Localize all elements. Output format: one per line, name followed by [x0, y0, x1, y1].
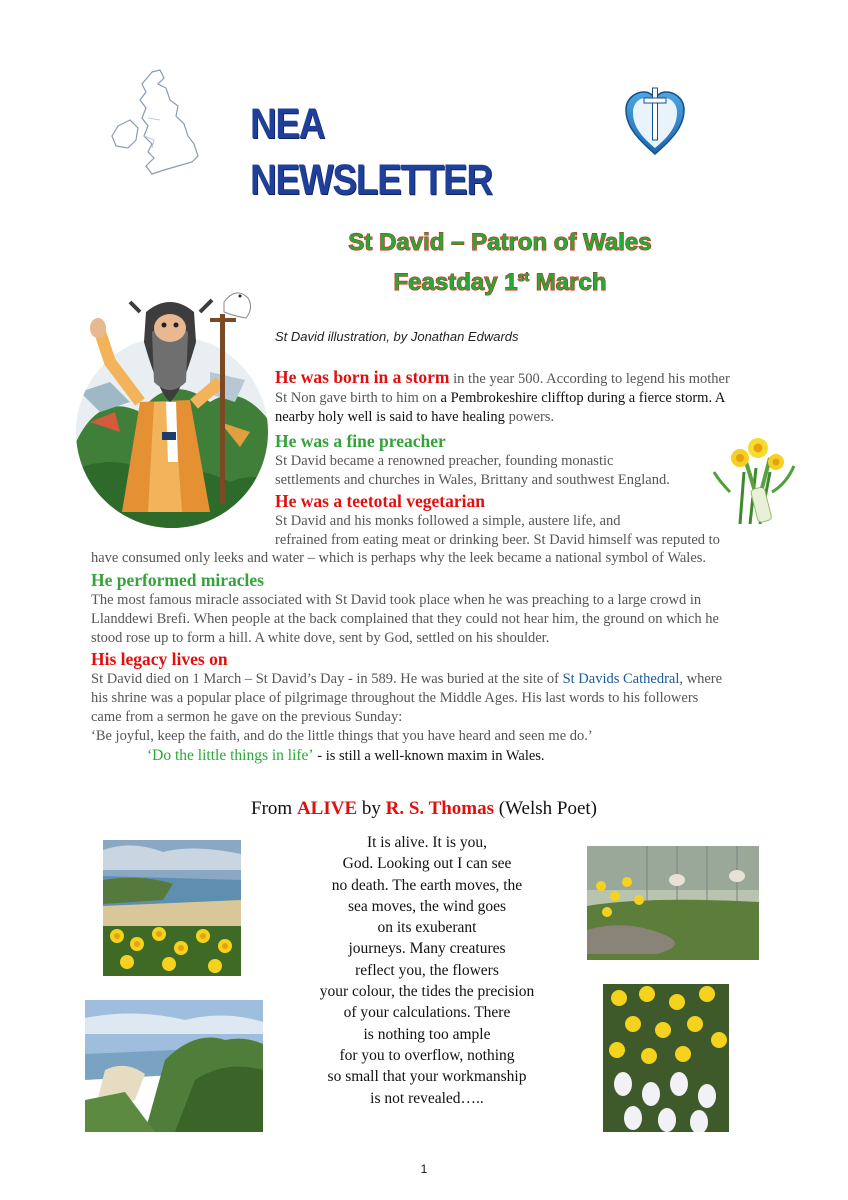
- poem-line: for you to overflow, nothing: [339, 1046, 515, 1064]
- section-teetotal-vegetarian: He was a teetotal vegetarian St David and his monks followed a simple, austere life, and refrained from eating meat or drinking beer. St David himself was reputed to: [275, 490, 775, 550]
- section-born-in-storm: He was born in a storm in the year 500. According to legend his mother St Non gave birth to him on a Pembrokeshire clifftop during a fierce storm. A nearby holy well is said to have healing powers.: [275, 367, 730, 425]
- section-heading: He was born in a storm: [275, 367, 450, 387]
- headline-line-2: Feastday 1st March: [393, 269, 607, 296]
- poem-author: R. S. Thomas: [385, 798, 495, 819]
- headline-line-1: St David – Patron of Wales: [348, 229, 652, 256]
- poem-line: of your calculations. There: [343, 1004, 511, 1022]
- poem-line: sea moves, the wind goes: [348, 897, 506, 915]
- maxim-quote: ‘Do the little things in life’: [147, 747, 314, 764]
- photo-beach-daffodils: [103, 840, 241, 976]
- section-heading: He performed miracles: [91, 570, 264, 590]
- poem-line: on its exuberant: [377, 919, 477, 937]
- newsletter-title: NEA NEWSLETTER: [250, 100, 492, 204]
- section-vegetarian-continued: have consumed only leeks and water – which is perhaps why the leek became a national symbol of Wales.: [91, 550, 707, 566]
- poem-line: is nothing too ample: [363, 1025, 491, 1043]
- poem-line: reflect you, the flowers: [355, 961, 499, 979]
- poem-line: is not revealed…..: [370, 1089, 484, 1107]
- section-heading: His legacy lives on: [91, 649, 228, 669]
- poem-text: [272, 832, 582, 1109]
- section-heading: He was a teetotal vegetarian: [275, 491, 485, 511]
- poem-line: no death. The earth moves, the: [331, 876, 523, 894]
- photo-daffodils-crocus: [603, 984, 729, 1132]
- poem-line: journeys. Many creatures: [348, 940, 506, 958]
- photo-coastline: [85, 1000, 263, 1132]
- section-miracles: He performed miracles The most famous miracle associated with St David took place when he was preaching to a large crowd in Llanddewi Brefi. When people at the back complained that they could not hear him, the ground on which he stood rose up to form a hill. A white dove, sent by God, settled on his shoulder.: [91, 569, 831, 648]
- poem-heading: From ALIVE by R. S. Thomas (Welsh Poet): [251, 798, 597, 819]
- poem-line: It is alive. It is you,: [366, 834, 488, 851]
- poem-line: your colour, the tides the precision: [319, 983, 535, 1001]
- poem-line: God. Looking out I can see: [342, 855, 512, 873]
- section-legacy: His legacy lives on St David died on 1 March – St David’s Day - in 589. He was buried at the site of St Davids Cathedral, where his shrine was a popular place of pilgrimage throughout the Middle Ages. His last words to his followers came from a sermon he gave on the previous Sunday: ‘Be joyful, keep the faith, and do the little things that you have heard and seen me do.’ ‘Do the little things in life’ - is still a well-known maxim in Wales.: [91, 648, 831, 766]
- photo-garden-daffodils: [587, 846, 759, 960]
- poem-title: ALIVE: [296, 798, 358, 819]
- illustration-caption: St David illustration, by Jonathan Edwards: [275, 329, 519, 344]
- poem-line: so small that your workmanship: [327, 1068, 527, 1086]
- section-heading: He was a fine preacher: [275, 431, 446, 451]
- section-fine-preacher: He was a fine preacher St David became a renowned preacher, founding monastic settlements and churches in Wales, Brittany and southwest England.: [275, 430, 715, 490]
- page-number: 1: [420, 1162, 428, 1176]
- cathedral-link[interactable]: St Davids Cathedral: [562, 671, 680, 687]
